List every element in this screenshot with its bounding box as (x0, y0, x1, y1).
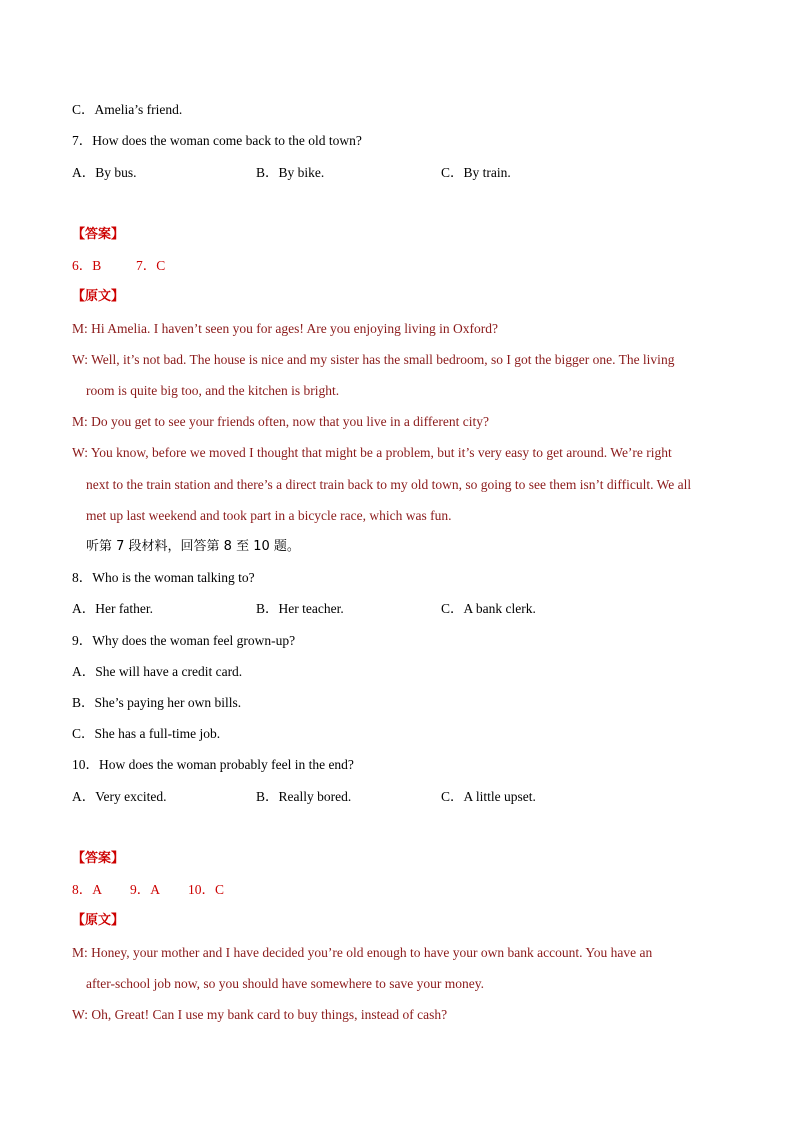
q9-question: 9．Why does the woman feel grown-up? (72, 633, 296, 648)
q7-question: 7．How does the woman come back to the old town? (72, 133, 362, 148)
q7-option-a: A．By bus. (72, 165, 137, 180)
q6-option-c: C．Amelia’s friend. (72, 102, 183, 117)
script2-line: after-school job now, so you should have somewhere to save your money. (86, 976, 485, 991)
answer-label-2: 【答案】 (72, 851, 125, 866)
script-label-1: 【原文】 (72, 289, 125, 304)
q8-option-c: C．A bank clerk. (441, 601, 536, 616)
q10-option-a: A．Very excited. (72, 789, 167, 804)
script2-line: W: Oh, Great! Can I use my bank card to buy things, instead of cash? (72, 1007, 448, 1022)
q7-options (0, 163, 794, 183)
script1-line: met up last weekend and took part in a bicycle race, which was fun. (86, 508, 452, 523)
script1-line: W: Well, it’s not bad. The house is nice and my sister has the small bedroom, so I got the bigger one. The living (72, 352, 675, 367)
q8-option-b: B．Her teacher. (256, 601, 344, 616)
answer-9: 9．A (130, 882, 160, 897)
q7-option-b: B．By bike. (256, 165, 325, 180)
q8-option-a: A．Her father. (72, 601, 153, 616)
script1-line: W: You know, before we moved I thought that might be a problem, but it’s very easy to get around. We’re right (72, 445, 672, 460)
q9-option-c: C．She has a full-time job. (72, 726, 221, 741)
q10-question: 10．How does the woman probably feel in the end? (72, 757, 354, 772)
script1-line: room is quite big too, and the kitchen is bright. (86, 383, 340, 398)
script2-line: M: Honey, your mother and I have decided you’re old enough to have your own bank account. You have an (72, 945, 653, 960)
q7-option-c: C．By train. (441, 165, 511, 180)
q10-option-b: B．Really bored. (256, 789, 352, 804)
answer-7: 7．C (136, 258, 166, 273)
script1-line: next to the train station and there’s a direct train back to my old town, so going to see them isn’t difficult. We all (86, 477, 692, 492)
script1-line: M: Hi Amelia. I haven’t seen you for ages! Are you enjoying living in Oxford? (72, 321, 499, 336)
script-label-2: 【原文】 (72, 913, 125, 928)
answer-10: 10．C (188, 882, 225, 897)
q8-question: 8．Who is the woman talking to? (72, 570, 255, 585)
q10-option-c: C．A little upset. (441, 789, 536, 804)
answer-6: 6．B (72, 258, 102, 273)
answer-label-1: 【答案】 (72, 227, 125, 242)
q9-option-a: A．She will have a credit card. (72, 664, 243, 679)
section7-intro: 听第 7 段材料，回答第 8 至 10 题。 (86, 539, 300, 554)
q8-options (0, 599, 794, 619)
q10-options (0, 787, 794, 807)
answer-8: 8．A (72, 882, 102, 897)
q9-option-b: B．She’s paying her own bills. (72, 695, 242, 710)
script1-line: M: Do you get to see your friends often, now that you live in a different city? (72, 414, 490, 429)
